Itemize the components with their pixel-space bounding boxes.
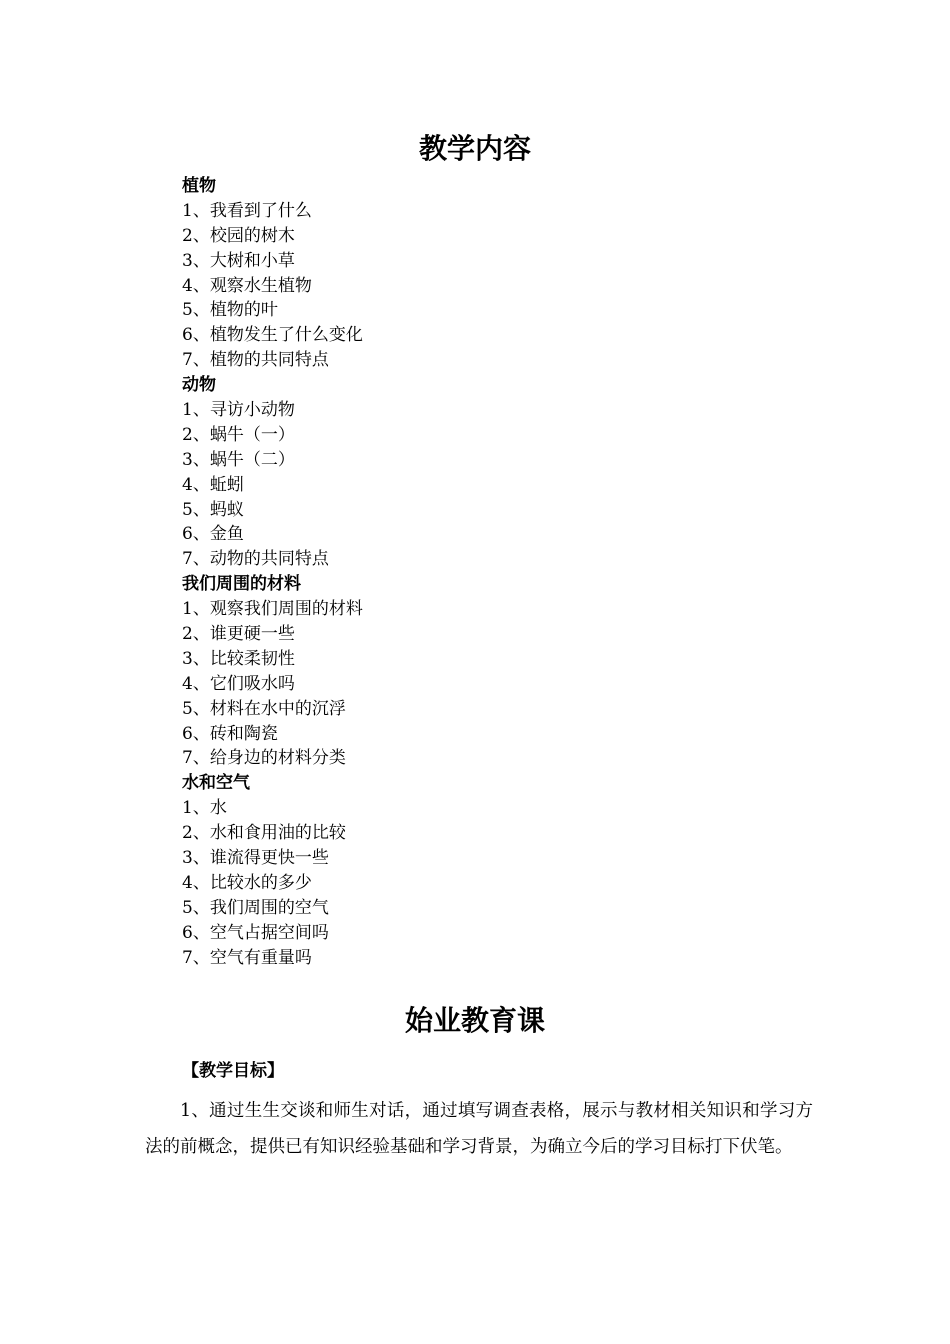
goal-paragraph: 1、通过生生交谈和师生对话，通过填写调查表格，展示与教材相关知识和学习方法的前概念，提供已有知识经验基础和学习背景，为确立今后的学习目标打下伏笔。 <box>145 1101 813 1157</box>
list-item: 6、植物发生了什么变化 <box>182 325 363 346</box>
toc-section-materials <box>182 572 363 771</box>
list-item: 5、材料在水中的沉浮 <box>182 698 346 719</box>
list-item: 3、蜗牛（二） <box>182 449 295 470</box>
list-item: 3、大树和小草 <box>182 250 295 271</box>
list-item: 5、我们周围的空气 <box>182 897 329 918</box>
list-item: 2、水和食用油的比较 <box>182 823 346 844</box>
list-item: 5、植物的叶 <box>182 300 278 321</box>
goal-heading: 【教学目标】 <box>182 1061 284 1081</box>
list-item: 2、蜗牛（一） <box>182 424 295 445</box>
section-heading: 我们周围的材料 <box>182 574 301 595</box>
list-item: 1、观察我们周围的材料 <box>182 599 363 620</box>
list-item: 7、动物的共同特点 <box>182 549 329 570</box>
contents-title: 教学内容 <box>418 132 531 165</box>
list-item: 1、我看到了什么 <box>182 200 312 221</box>
toc-section-animals <box>182 373 363 572</box>
list-item: 2、校园的树木 <box>182 225 295 246</box>
list-item: 3、比较柔韧性 <box>182 648 295 669</box>
list-item: 1、寻访小动物 <box>182 400 295 421</box>
list-item: 4、比较水的多少 <box>182 872 312 893</box>
list-item: 2、谁更硬一些 <box>182 624 295 645</box>
list-item: 1、水 <box>182 798 227 819</box>
list-item: 3、谁流得更快一些 <box>182 848 329 869</box>
toc-section-water-air <box>182 771 363 970</box>
list-item: 6、金鱼 <box>182 524 244 545</box>
list-item: 7、给身边的材料分类 <box>182 748 346 769</box>
toc-section-plants <box>182 174 363 373</box>
section-heading: 植物 <box>182 176 216 196</box>
list-item: 4、它们吸水吗 <box>182 673 295 694</box>
list-item: 4、观察水生植物 <box>182 275 312 296</box>
list-item: 6、砖和陶瓷 <box>182 723 278 744</box>
section-heading: 动物 <box>182 375 216 396</box>
list-item: 5、蚂蚁 <box>182 499 244 520</box>
table-of-contents <box>182 174 363 971</box>
lesson-title: 始业教育课 <box>404 1004 545 1037</box>
list-item: 7、植物的共同特点 <box>182 350 329 371</box>
list-item: 6、空气占据空间吗 <box>182 922 329 943</box>
list-item: 7、空气有重量吗 <box>182 947 312 968</box>
list-item: 4、蚯蚓 <box>182 474 244 495</box>
section-heading: 水和空气 <box>182 773 250 794</box>
